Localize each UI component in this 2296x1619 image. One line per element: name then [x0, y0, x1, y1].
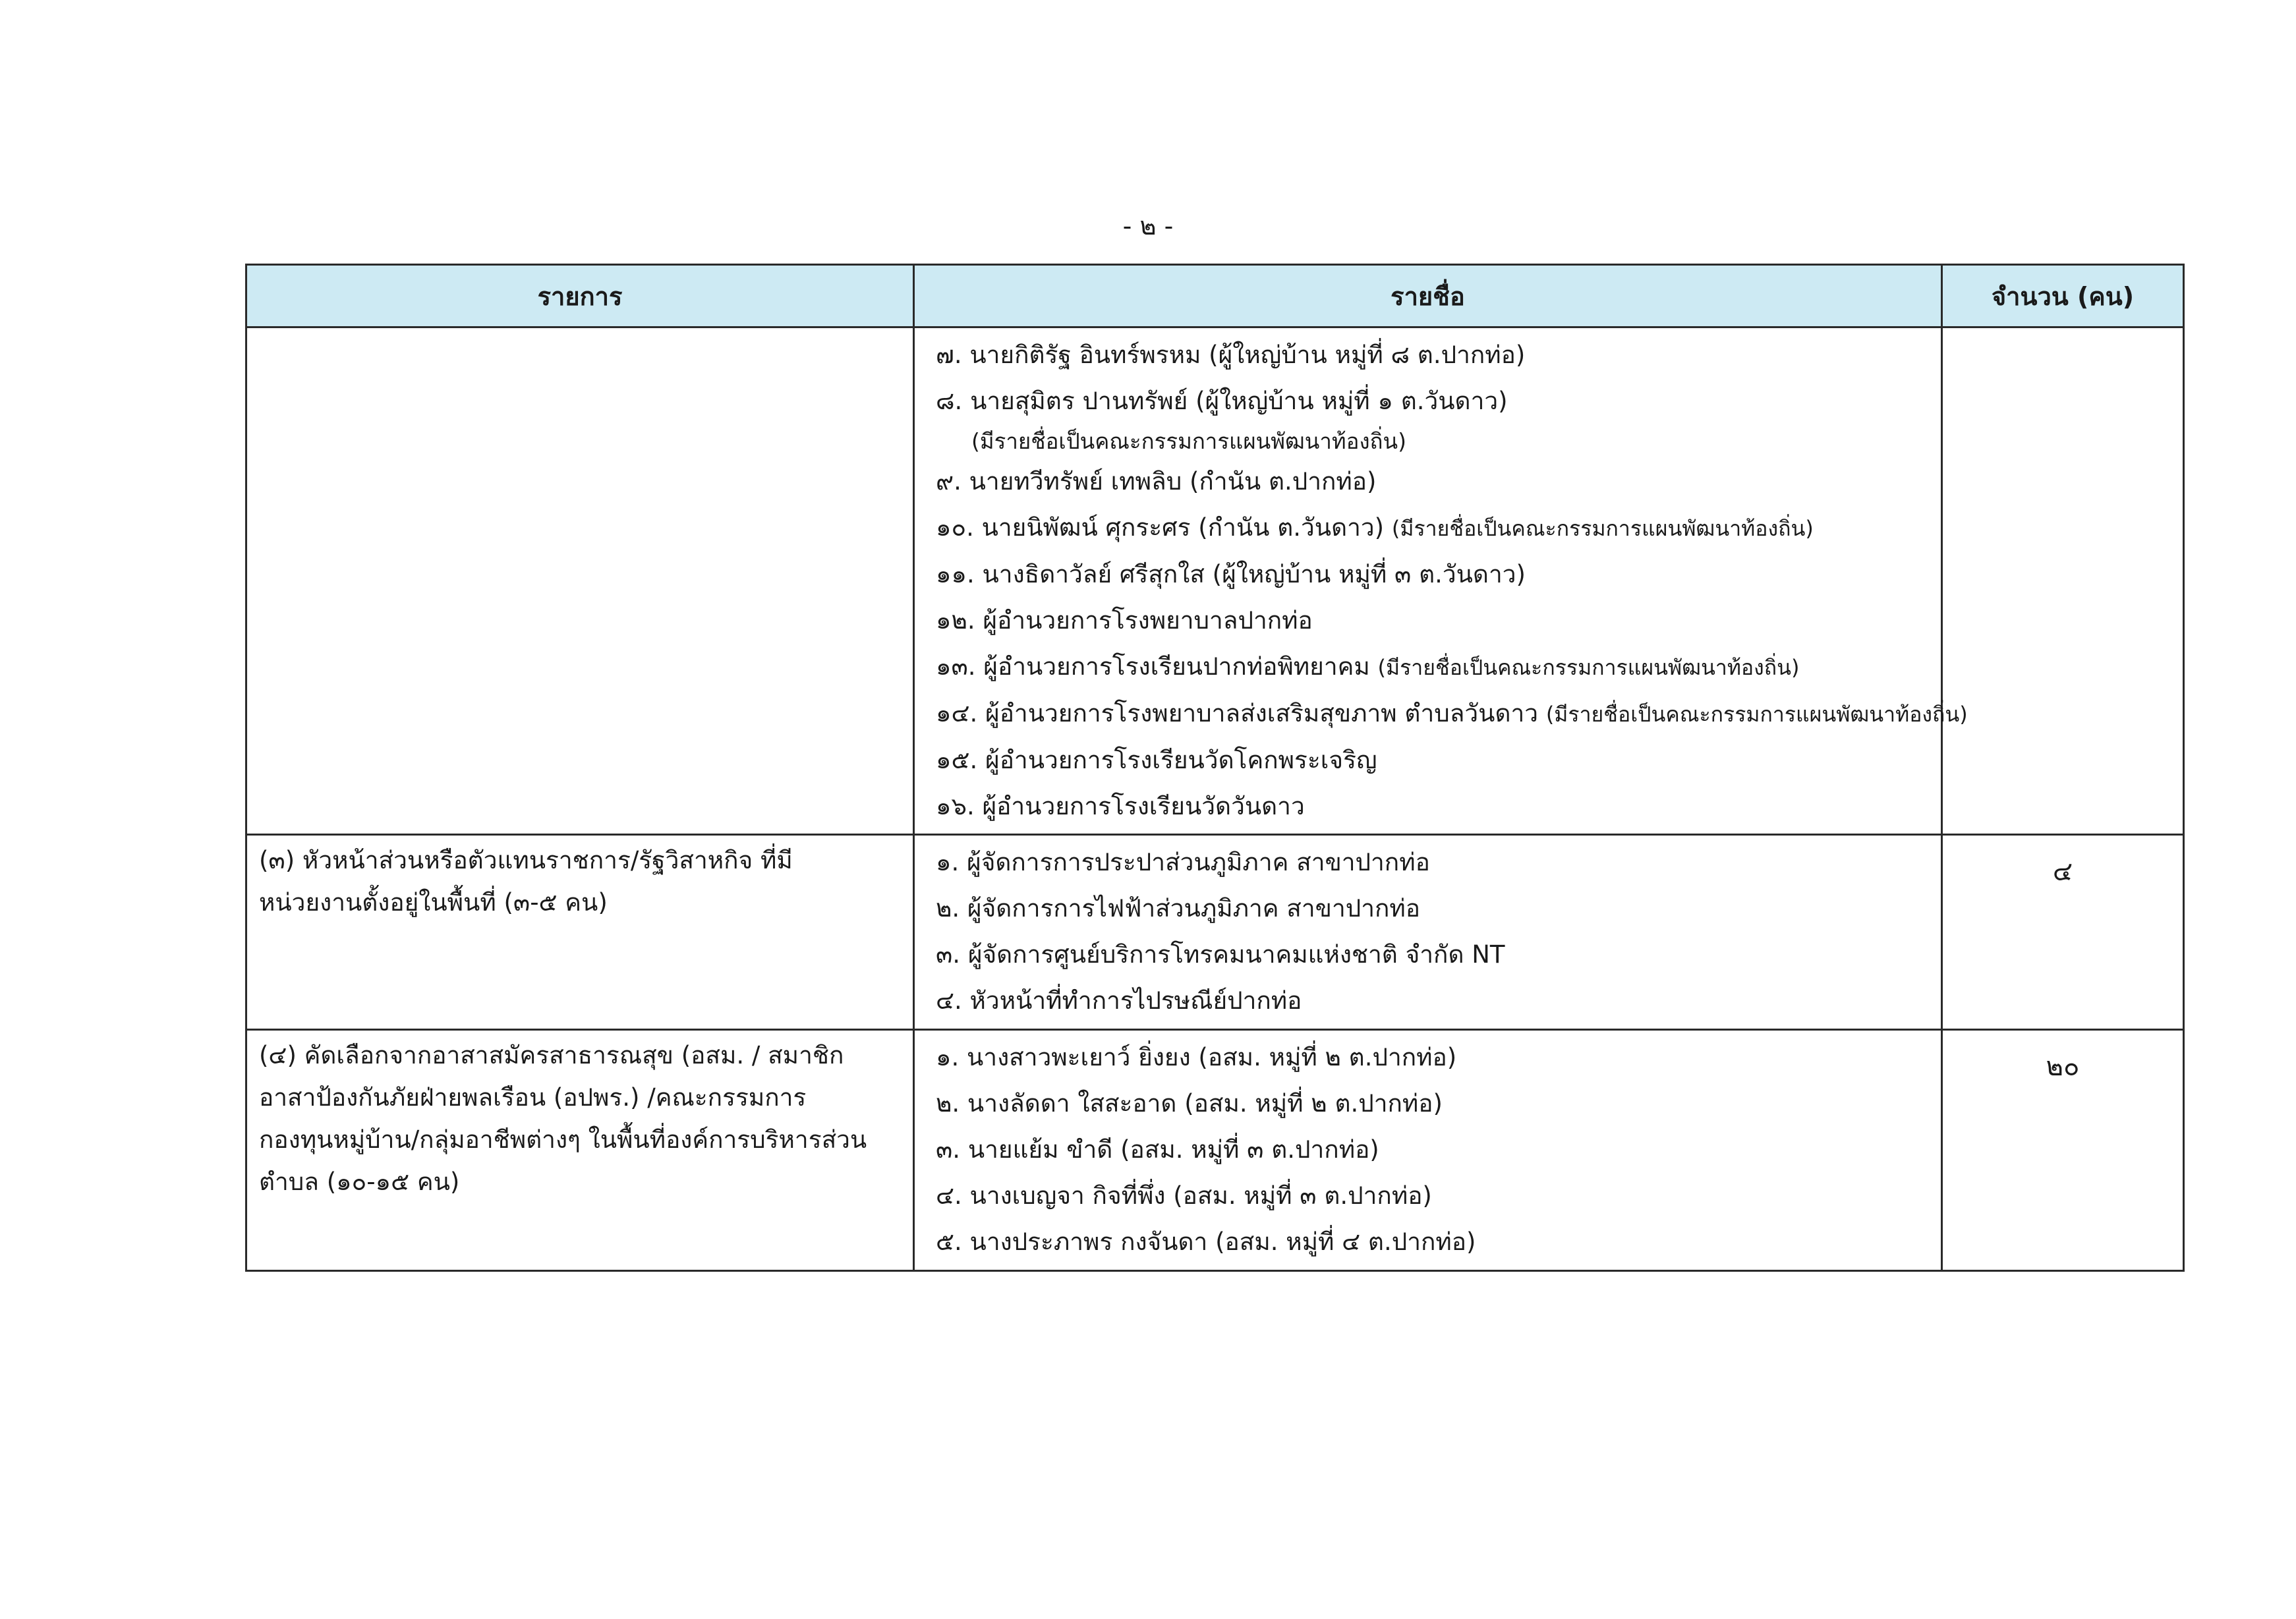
count-cell	[1942, 327, 2184, 835]
list-item: ๑๑. นางธิดาวัลย์ ศรีสุกใส (ผู้ใหญ่บ้าน หมู่ที่ ๓ ต.วันดาว)	[936, 560, 1526, 588]
table-row	[246, 835, 2184, 1030]
committee-note: (มีรายชื่อเป็นคณะกรรมการแผนพัฒนาท้องถิ่น)	[1377, 655, 1800, 680]
list-item: ๑. นางสาวพะเยาว์ ยิ่งยง (อสม. หมู่ที่ ๒ ต.ปากท่อ)	[936, 1043, 1457, 1071]
list-item: ๑๕. ผู้อำนวยการโรงเรียนวัดโคกพระเจริญ	[936, 746, 1377, 774]
committee-note: (มีรายชื่อเป็นคณะกรรมการแผนพัฒนาท้องถิ่น)	[1545, 702, 1968, 727]
page-number: - ๒ -	[1122, 212, 1174, 241]
count-cell: ๒๐	[1942, 1030, 2184, 1271]
category-cell	[246, 835, 914, 1030]
list-item: ๓. นายแย้ม ขำดี (อสม. หมู่ที่ ๓ ต.ปากท่อ)	[936, 1135, 1379, 1164]
list-item: ๑๖. ผู้อำนวยการโรงเรียนวัดวันดาว	[936, 792, 1305, 820]
count-cell: ๔	[1942, 835, 2184, 1030]
category-line: หน่วยงานตั้งอยู่ในพื้นที่ (๓-๕ คน)	[259, 888, 608, 917]
names-cell	[914, 327, 1968, 835]
category-line: อาสาป้องกันภัยฝ่ายพลเรือน (อปพร.) /คณะกรรมการ	[259, 1083, 807, 1112]
category-line: (๓) หัวหน้าส่วนหรือตัวแทนราชการ/รัฐวิสาหกิจ ที่มี	[259, 846, 793, 874]
list-item: ๒. ผู้จัดการการไฟฟ้าส่วนภูมิภาค สาขาปากท่อ	[936, 894, 1420, 923]
list-item: ๑๒. ผู้อำนวยการโรงพยาบาลปากท่อ	[936, 606, 1313, 635]
list-item: ๘. นายสุมิตร ปานทรัพย์ (ผู้ใหญ่บ้าน หมู่ที่ ๑ ต.วันดาว)	[936, 387, 1508, 415]
category-line: ตำบล (๑๐-๑๕ คน)	[259, 1168, 460, 1196]
list-item: ๑๐. นายนิพัฒน์ ศุกระศร (กำนัน ต.วันดาว) (มีรายชื่อเป็นคณะกรรมการแผนพัฒนาท้องถิ่น)	[936, 513, 1814, 542]
table-header-row	[246, 265, 2184, 327]
table-row	[246, 1030, 2184, 1271]
category-cell	[246, 1030, 914, 1271]
list-item: ๗. นายกิติรัฐ อินทร์พรหม (ผู้ใหญ่บ้าน หมู่ที่ ๘ ต.ปากท่อ)	[936, 341, 1526, 369]
list-item: ๓. ผู้จัดการศูนย์บริการโทรคมนาคมแห่งชาติ จำกัด NT	[936, 940, 1505, 969]
header-names: รายชื่อ	[914, 265, 1942, 327]
category-cell	[246, 327, 914, 835]
members-table	[245, 264, 2185, 1272]
header-count: จำนวน (คน)	[1942, 265, 2184, 327]
names-cell	[914, 835, 1942, 1030]
category-line: กองทุนหมู่บ้าน/กลุ่มอาชีพต่างๆ ในพื้นที่องค์การบริหารส่วน	[259, 1125, 867, 1154]
list-item: ๑๔. ผู้อำนวยการโรงพยาบาลส่งเสริมสุขภาพ ตำบลวันดาว (มีรายชื่อเป็นคณะกรรมการแผนพัฒนาท้องถิ่น)	[936, 699, 1968, 727]
list-item: ๒. นางลัดดา ใสสะอาด (อสม. หมู่ที่ ๒ ต.ปากท่อ)	[936, 1089, 1443, 1118]
list-item: ๑๓. ผู้อำนวยการโรงเรียนปากท่อพิทยาคม (มีรายชื่อเป็นคณะกรรมการแผนพัฒนาท้องถิ่น)	[936, 652, 1800, 681]
header-category: รายการ	[246, 265, 914, 327]
list-item: ๕. นางประภาพร กงจันดา (อสม. หมู่ที่ ๔ ต.ปากท่อ)	[936, 1228, 1476, 1256]
category-line: (๔) คัดเลือกจากอาสาสมัครสาธารณสุข (อสม. / สมาชิก	[259, 1041, 844, 1069]
list-item: ๔. นางเบญจา กิจที่พึ่ง (อสม. หมู่ที่ ๓ ต.ปากท่อ)	[936, 1181, 1432, 1210]
table-row	[246, 327, 2184, 835]
committee-note: (มีรายชื่อเป็นคณะกรรมการแผนพัฒนาท้องถิ่น)	[971, 428, 1406, 454]
list-item: ๙. นายทวีทรัพย์ เทพลิบ (กำนัน ต.ปากท่อ)	[936, 467, 1377, 496]
committee-note: (มีรายชื่อเป็นคณะกรรมการแผนพัฒนาท้องถิ่น)	[1391, 516, 1814, 541]
list-item: ๑. ผู้จัดการการประปาส่วนภูมิภาค สาขาปากท่อ	[936, 848, 1430, 876]
names-cell	[914, 1030, 1942, 1271]
list-item: ๔. หัวหน้าที่ทำการไปรษณีย์ปากท่อ	[936, 986, 1302, 1015]
